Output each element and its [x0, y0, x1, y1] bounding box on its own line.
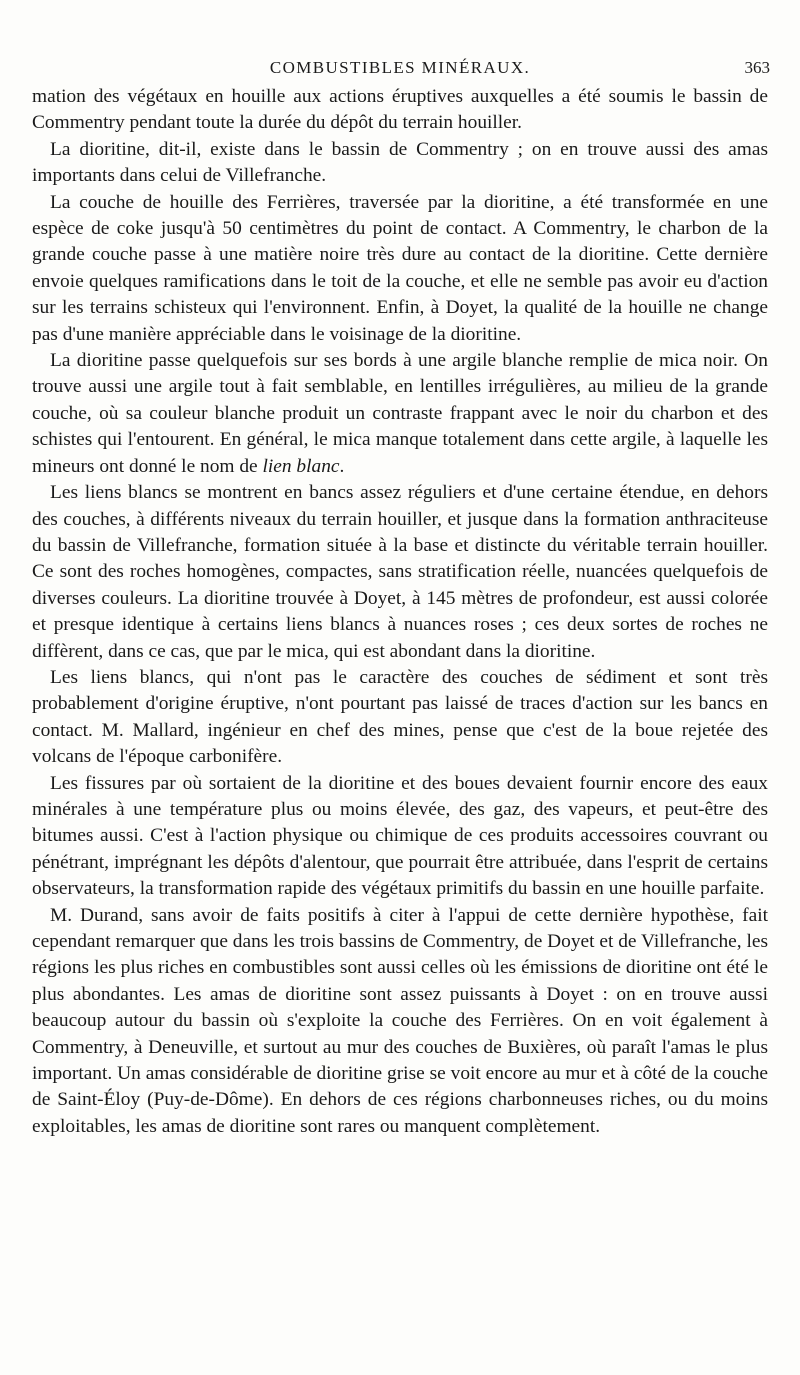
body-text — [32, 84, 768, 1140]
paragraph-ferrieres-coke: La couche de houille des Ferrières, traversée par la dioritine, a été transformée en une espèce de coke jusqu'à 50 centimètres du point de contact. A Commentry, le charbon de la grande couche passe à une matière noire très dure au contact de la dioritine. Cette dernière envoie quelques ramifications dans le toit de la couche, et elle ne semble pas avoir eu d'action sur les terrains schisteux qui l'environnent. Enfin, à Doyet, la qualité de la houille ne change pas d'une manière appréciable dans le voisinage de la dioritine. — [32, 191, 768, 345]
paragraph-continuation: mation des végétaux en houille aux actions éruptives auxquelles a été soumis le bassin de Commentry pendant toute la durée du dépôt du terrain houiller. — [32, 86, 768, 134]
page-number: 363 — [744, 58, 770, 77]
running-title: COMBUSTIBLES MINÉRAUX. — [269, 58, 531, 77]
paragraph-eruptive-origin: Les liens blancs, qui n'ont pas le caractère des couches de sédiment et sont très probablement d'origine éruptive, n'ont pourtant pas laissé de traces d'action sur les bancs en contact. M. Mallard, ingénieur en chef des mines, pense que c'est de la boue rejetée des volcans de l'époque carbonifère. — [32, 666, 768, 768]
paragraph-fissures: Les fissures par où sortaient de la dioritine et des boues devaient fournir encore des eaux minérales à une température plus ou moins élevée, des gaz, des vapeurs, et peut-être des bitumes aussi. C'est à l'action physique ou chimique de ces produits accessoires couvrant ou pénétrant, imprégnant les dépôts d'alentour, que pourrait être attribuée, dans l'esprit de certains observateurs, la transformation rapide des végétaux primitifs du bassin en une houille parfaite. — [32, 772, 768, 900]
paragraph-white-clay-end: . — [339, 455, 345, 477]
paragraph-white-clay-text: La dioritine passe quelquefois sur ses bords à une argile blanche remplie de mica noir. On trouve aussi une argile tout à fait semblable, en lentilles irrégulières, au milieu de la grande couche, où sa couleur blanche produit un contraste frappant avec le noir du charbon et des schistes qui l'entourent. En général, le mica manque totalement dans cette argile, à laquelle les mineurs ont donné le nom de — [32, 350, 768, 477]
paragraph-dioritine-basins: La dioritine, dit-il, existe dans le bassin de Commentry ; on en trouve aussi des amas importants dans celui de Villefranche. — [32, 138, 768, 187]
term-lien-blanc: lien blanc — [262, 455, 340, 477]
paragraph-white-clay — [32, 348, 768, 480]
paragraph-durand: M. Durand, sans avoir de faits positifs à citer à l'appui de cette dernière hypothèse, fait cependant remarquer que dans les trois bassins de Commentry, de Doyet et de Villefranche, les régions les plus riches en combustibles sont aussi celles où les émissions de dioritine ont été le plus abondantes. Les amas de dioritine sont assez puissants à Doyet : on en trouve aussi beaucoup autour du bassin où s'exploite la couche des Ferrières. On en voit également à Commentry, à Deneuville, et surtout au mur des couches de Buxières, où paraît l'amas le plus important. Un amas considérable de dioritine grise se voit encore au mur et à côté de la couche de Saint-Éloy (Puy-de-Dôme). En dehors de ces régions charbonneuses riches, ou du moins exploitables, les amas de dioritine sont rares ou manquent complètement. — [32, 904, 768, 1137]
paragraph-liens-blancs: Les liens blancs se montrent en bancs assez réguliers et d'une certaine étendue, en dehors des couches, à différents niveaux du terrain houiller, et jusque dans la formation anthraciteuse du bassin de Villefranche, formation située à la base et distincte du véritable terrain houiller. Ce sont des roches homogènes, compactes, sans stratification réelle, nuancées quelquefois de diverses couleurs. La dioritine trouvée à Doyet, à 145 mètres de profondeur, est aussi colorée et presque identique à certains liens blancs à nuances roses ; ces deux sortes de roches ne diffèrent, dans ce cas, que par le mica, qui est abondant dans la dioritine. — [32, 482, 768, 662]
running-head — [30, 56, 770, 80]
